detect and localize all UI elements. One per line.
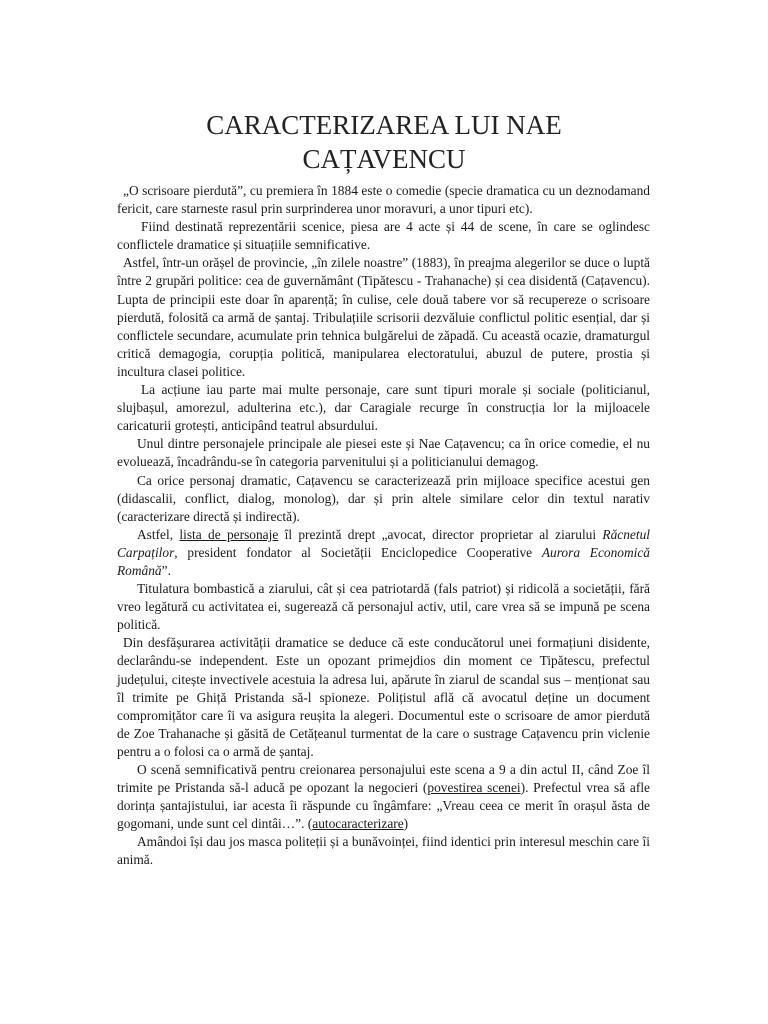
self-characterization-link: autocaracterizare [312, 816, 404, 832]
paragraph-character-list [117, 526, 650, 580]
p7-text-b: îl prezintă drept „avocat, director proprietar al ziarului [278, 526, 603, 542]
paragraph-masks: Amândoi își dau jos masca politeții și a bunăvoinței, fiind identici prin interesul meschin care îi animă. [117, 834, 650, 868]
society-name: Aurora Economică Română [117, 544, 651, 578]
character-list-link: lista de personaje [179, 526, 279, 542]
paragraph-scene [117, 761, 650, 833]
newspaper-name: Răcnetul Carpaților [117, 526, 650, 560]
p7-text-c: , president fondator al Societății Enciclopedice Cooperative [174, 544, 542, 560]
paragraph-intro: „O scrisoare pierdută”, cu premiera în 1884 este o comedie (specie dramatica cu un deznodamand fericit, care starneste rasul prin surprinderea unor moravuri, a unor tipuri etc). [117, 183, 650, 217]
document-body [117, 182, 650, 870]
scene-retelling-link: povestirea scenei [427, 780, 521, 796]
paragraph-catavencu: Unul dintre personajele principale ale piesei este și Nae Cațavencu; ca în orice comedie, el nu evoluează, încadrându-se în categoria parvenitului și a politicianului demagog. [117, 436, 650, 470]
paragraph-structure: Fiind destinată reprezentării scenice, piesa are 4 acte și 44 de scene, în care se oglindesc conflictele dramatice și situațiile semnificative. [117, 219, 650, 253]
title-line-1: CARACTERIZAREA LUI NAE [206, 110, 562, 140]
paragraph-dramatic-activity: Din desfășurarea activității dramatice se deduce că este conducătorul unei formațiuni disidente, declarându-se independent. Este un opozant primejdios din moment ce Tipătescu, prefectul județului, citește invectivele acestuia la adresa lui, apărute în ziarul de scandal sus – menționat sau îl trimite pe Ghiță Pristanda să-l spioneze. Polițistul află că avocatul deține un document compromițător care îi va asigura reușita la alegeri. Documentul este o scrisoare de amor pierdută de Zoe Trahanache și găsită de Cetățeanul turmentat de la care o sustrage Cațavencu prin viclenie pentru a o folosi ca o armă de șantaj. [117, 635, 650, 759]
paragraph-conflict: Astfel, într-un orășel de provincie, „în zilele noastre” (1883), în preajma alegerilor se duce o luptă între 2 grupări politice: cea de guvernământ (Tipătescu - Trahanache) și cea disidentă (Cațavencu). Lupta de principii este doar în aparență; în culise, cele două tabere vor să recupereze o scrisoare pierdută, folosită ca armă de șantaj. Tribulațiile scrisorii dezvăluie conflictul politic esențial, dar și conflictele secundare, acumulate prin tehnica bulgărelui de zăpadă. Cu această ocazie, dramaturgul critică demagogia, corupția politică, manipularea electoratului, abuzul de putere, prostia și incultura clasei politice. [117, 255, 650, 379]
paragraph-characters: La acțiune iau parte mai multe personaje, care sunt tipuri morale și sociale (politicianul, slujbașul, amorezul, adulterina etc.), dar Caragiale recurge în construcția lor la mijloacele caricaturii grotești, anticipând teatrul absurdului. [117, 382, 650, 434]
page-title [120, 108, 648, 176]
title-line-2: CAȚAVENCU [302, 144, 466, 174]
paragraph-title: Titulatura bombastică a ziarului, cât și cea patriotardă (fals patriot) și ridicolă a societății, fără vreo legătură cu activitatea ei, sugerează că personajul activ, util, care vrea să se impună pe scena politică. [117, 581, 650, 633]
p10-text-b: ). Prefectul vrea să afle dorința șantajistului, iar acesta îi răspunde cu îngâmfare: „Vreau ceea ce merit în orașul ăsta de gogomani, unde sunt cel dintâi…”. ( [117, 780, 650, 832]
p7-text-d: ”. [161, 562, 171, 578]
p10-text-a: O scenă semnificativă pentru creionarea personajului este scena a 9 a din actul II, când Zoe îl trimite pe Pristanda să-l aducă pe opozant la negocieri ( [117, 762, 650, 796]
paragraph-means: Ca orice personaj dramatic, Cațavencu se caracterizează prin mijloace specifice acestui gen (didascalii, conflict, dialog, monolog), dar și prin altele similare celor din textul narativ (caracterizare directă și indirectă). [117, 472, 650, 524]
p7-text-a: Astfel, [137, 526, 180, 542]
p10-text-c: ) [403, 816, 409, 832]
